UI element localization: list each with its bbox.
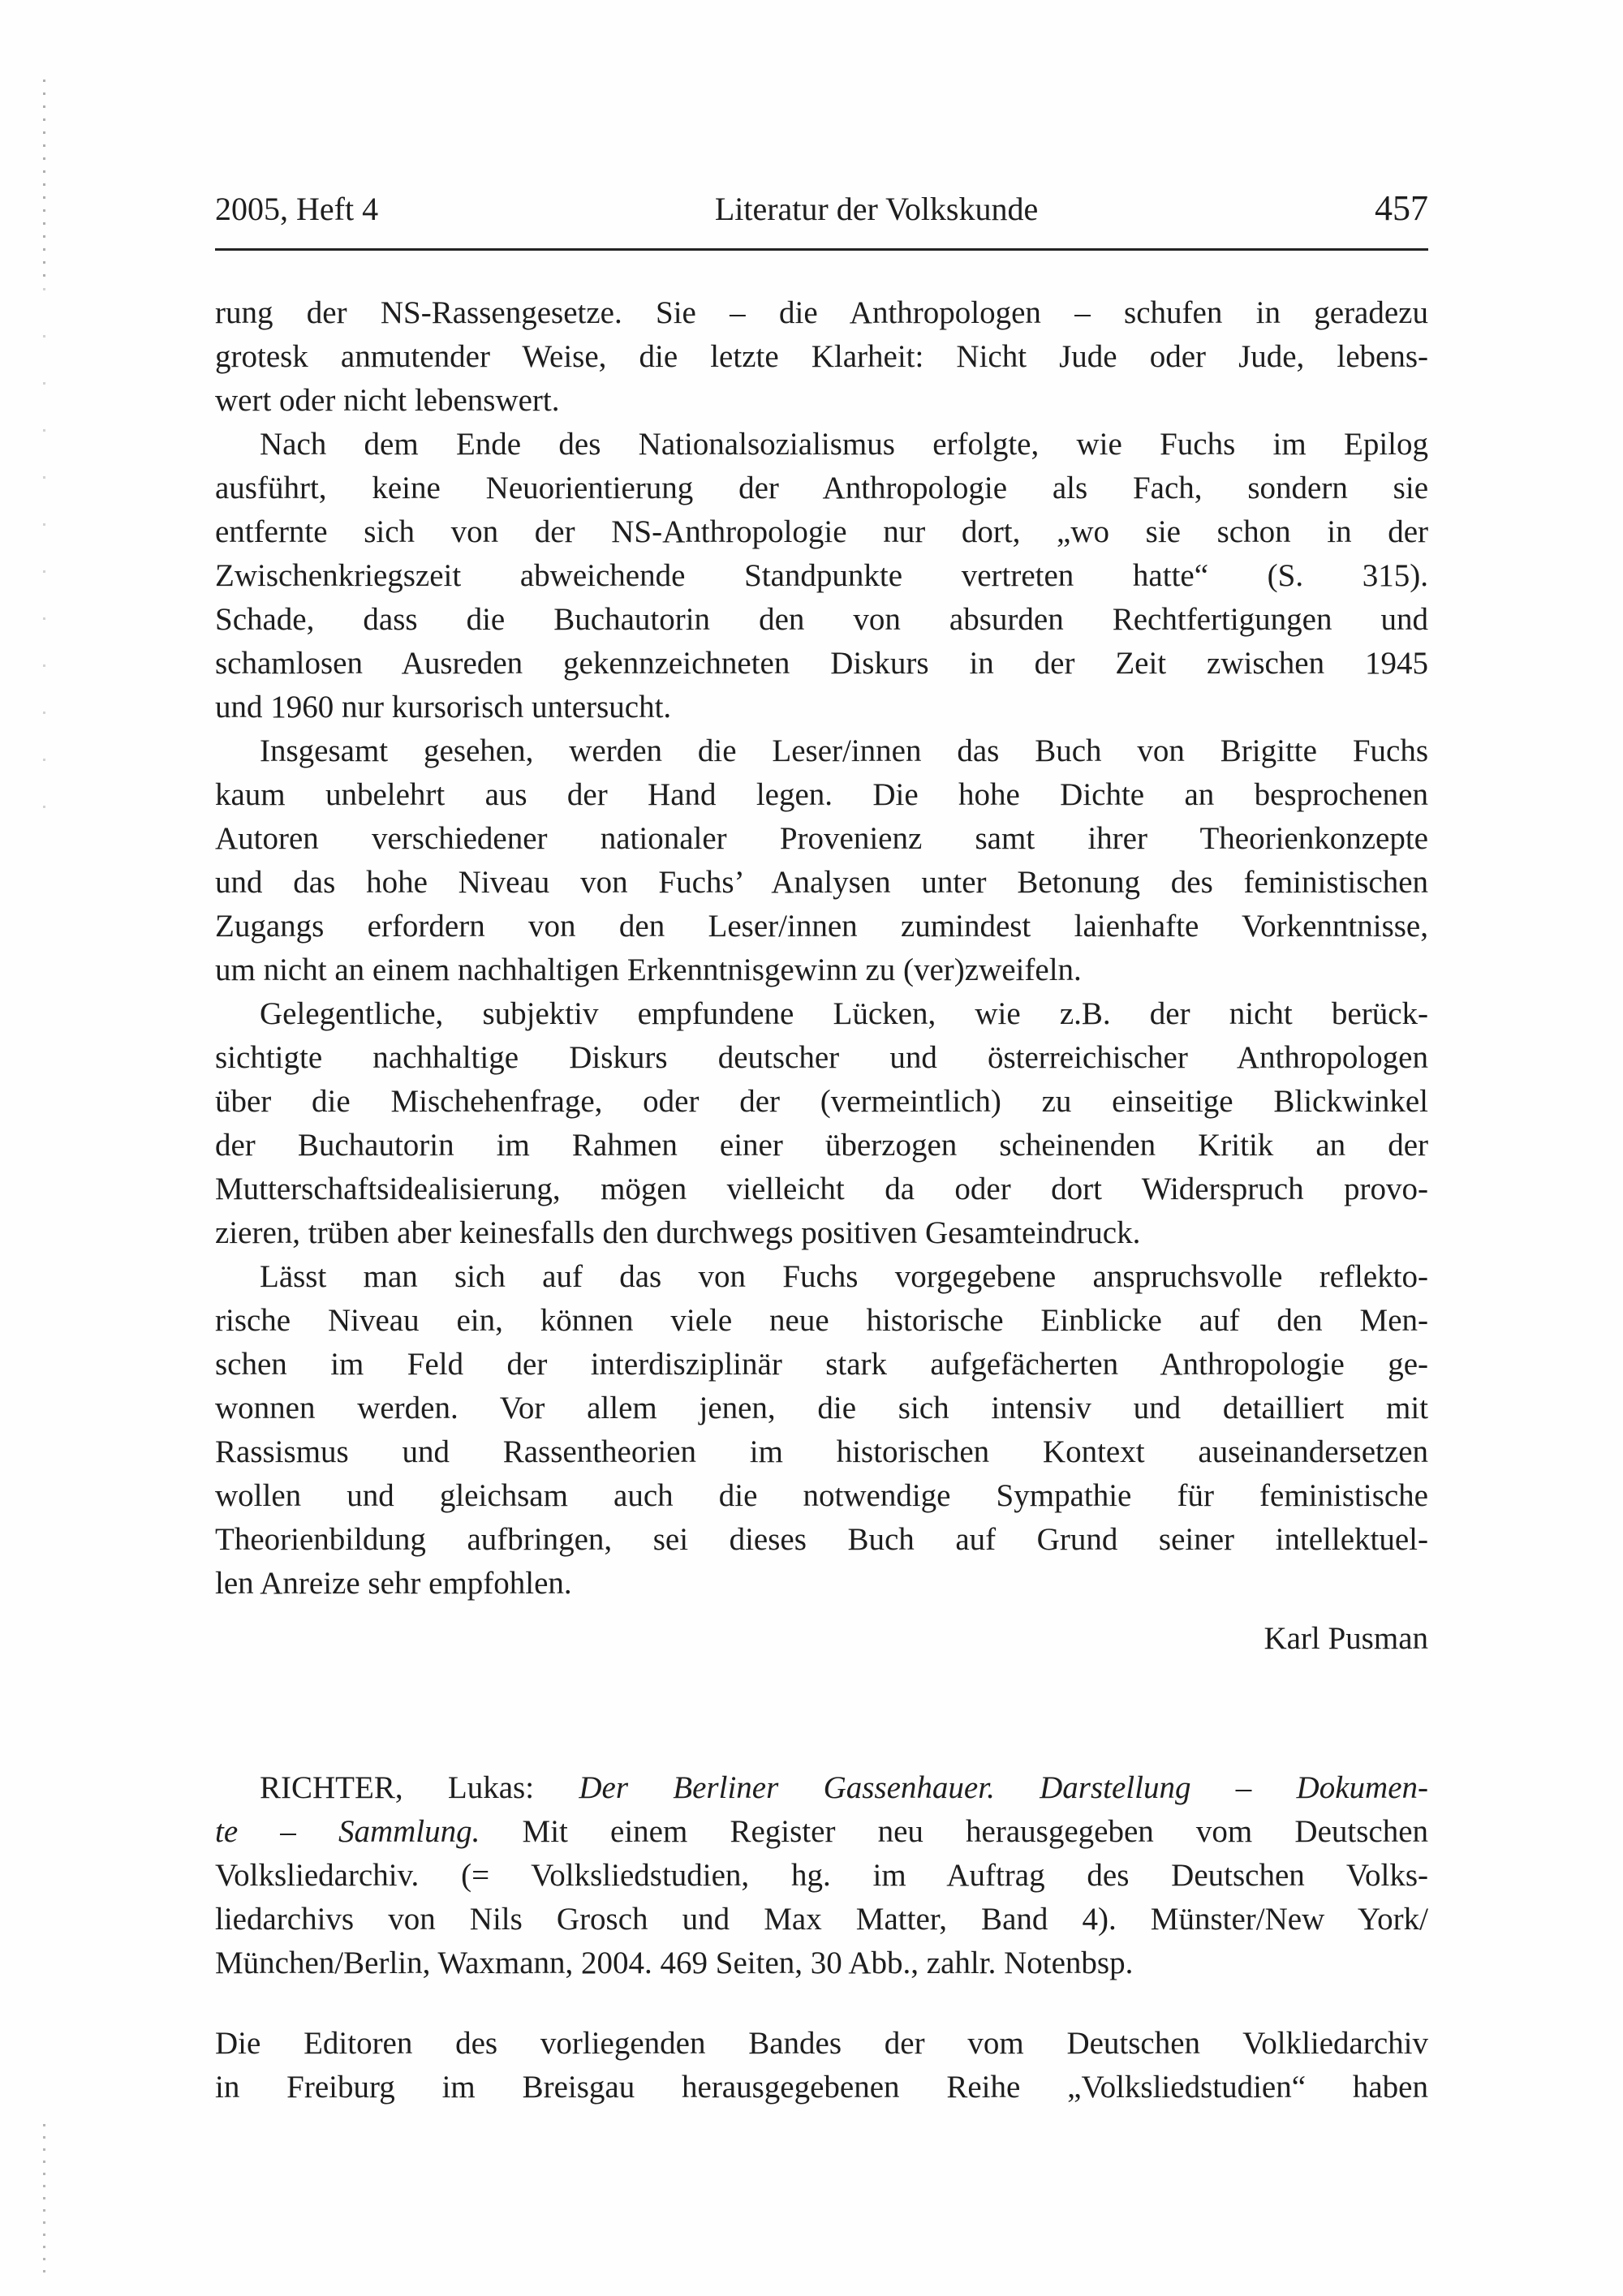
text-line — [215, 1167, 1428, 1211]
text-run: schen im Feld der interdisziplinär stark aufgefächerten Anthropologie ge- — [215, 1347, 1428, 1382]
text-line — [215, 817, 1428, 861]
text-line — [215, 1124, 1428, 1167]
review-fuchs-body-text — [215, 291, 1428, 1606]
text-line — [215, 379, 1428, 423]
text-run: Lässt man sich auf das von Fuchs vorgegebene anspruchsvolle reflekto- — [260, 1259, 1428, 1294]
text-run: wollen und gleichsam auch die notwendige Sympathie für feministische — [215, 1478, 1428, 1513]
text-line — [215, 2066, 1428, 2109]
text-run: ausführt, keine Neuorientierung der Anthropologie als Fach, sondern sie — [215, 471, 1428, 505]
text-line — [215, 1474, 1428, 1518]
header-page-number: 457 — [1374, 188, 1428, 228]
paragraph — [215, 729, 1428, 992]
text-line — [215, 1080, 1428, 1124]
text-run: zieren, trüben aber keinesfalls den durchwegs positiven Gesamteindruck. — [215, 1215, 1141, 1250]
paragraph — [215, 2022, 1428, 2109]
text-run: Zugangs erfordern von den Leser/innen zumindest laienhafte Vorkenntnisse, — [215, 909, 1428, 944]
header-issue-label: 2005, Heft 4 — [215, 191, 379, 227]
text-line — [215, 1810, 1428, 1854]
text-run: kaum unbelehrt aus der Hand legen. Die hohe Dichte an besprochenen — [215, 777, 1428, 812]
text-run: über die Mischehenfrage, oder der (vermeintlich) zu einseitige Blickwinkel — [215, 1084, 1428, 1119]
text-run: liedarchivs von Nils Grosch und Max Matter, Band 4). Münster/New York/ — [215, 1902, 1428, 1937]
text-run: sichtigte nachhaltige Diskurs deutscher und österreichischer Anthropologen — [215, 1040, 1428, 1075]
text-run: len Anreize sehr empfohlen. — [215, 1566, 572, 1601]
reviewer-signature: Karl Pusman — [1264, 1621, 1428, 1656]
text-run: rische Niveau ein, können viele neue historische Einblicke auf den Men- — [215, 1303, 1428, 1338]
scan-artifact-dots-middle — [43, 288, 45, 823]
text-line — [215, 1299, 1428, 1343]
text-line — [215, 1211, 1428, 1255]
text-run: schamlosen Ausreden gekennzeichneten Diskurs in der Zeit zwischen 1945 — [215, 646, 1428, 681]
text-run: rung der NS-Rassengesetze. Sie – die Anthropologen – schufen in geradezu — [215, 295, 1428, 330]
text-run-italic: Der Berliner Gassenhauer. Darstellung – Dokumen- — [579, 1770, 1428, 1805]
text-run: wert oder nicht lebenswert. — [215, 383, 560, 418]
text-run: Theorienbildung aufbringen, sei dieses Buch auf Grund seiner intellektuel- — [215, 1522, 1428, 1557]
text-run: der Buchautorin im Rahmen einer überzogen scheinenden Kritik an der — [215, 1128, 1428, 1163]
text-run: um nicht an einem nachhaltigen Erkenntnisgewinn zu (ver)zweifeln. — [215, 952, 1082, 987]
richter-bibliographic-citation — [215, 1766, 1428, 1985]
text-line — [215, 1430, 1428, 1474]
paragraph — [215, 1766, 1428, 1985]
text-line — [215, 1898, 1428, 1941]
text-line — [215, 1387, 1428, 1430]
text-line — [215, 598, 1428, 642]
text-line — [215, 992, 1428, 1036]
text-run: Gelegentliche, subjektiv empfundene Lücken, wie z.B. der nicht berück- — [260, 996, 1428, 1031]
text-run: Nach dem Ende des Nationalsozialismus erfolgte, wie Fuchs im Epilog — [260, 427, 1428, 462]
text-line — [215, 686, 1428, 729]
text-run: München/Berlin, Waxmann, 2004. 469 Seiten, 30 Abb., zahlr. Notenbsp. — [215, 1946, 1134, 1980]
text-run: RICHTER, Lukas: — [260, 1770, 579, 1805]
text-run: und das hohe Niveau von Fuchs’ Analysen unter Betonung des feministischen — [215, 865, 1428, 900]
text-run-italic: te – Sammlung. — [215, 1814, 480, 1849]
header-divider-rule — [215, 248, 1428, 251]
paragraph — [215, 291, 1428, 423]
text-run: in Freiburg im Breisgau herausgegebenen Reihe „Volksliedstudien“ haben — [215, 2070, 1428, 2105]
text-line — [215, 1562, 1428, 1606]
text-line — [215, 467, 1428, 510]
text-run: Zwischenkriegszeit abweichende Standpunkte vertreten hatte“ (S. 315). — [215, 558, 1428, 593]
text-run: Schade, dass die Buchautorin den von absurden Rechtfertigungen und — [215, 602, 1428, 637]
text-line — [215, 423, 1428, 467]
header-section-title: Literatur der Volkskunde — [714, 191, 1039, 227]
text-line — [215, 1518, 1428, 1562]
text-line — [215, 335, 1428, 379]
text-line — [215, 948, 1428, 992]
text-line — [215, 291, 1428, 335]
text-line — [215, 729, 1428, 773]
text-line — [215, 1941, 1428, 1985]
text-run: wonnen werden. Vor allem jenen, die sich intensiv und detailliert mit — [215, 1391, 1428, 1425]
text-line — [215, 2022, 1428, 2066]
text-line — [215, 642, 1428, 686]
text-run: Rassismus und Rassentheorien im historischen Kontext auseinandersetzen — [215, 1434, 1428, 1469]
page-content-column — [215, 0, 1428, 2109]
text-run: Autoren verschiedener nationaler Provenienz samt ihrer Theorienkonzepte — [215, 821, 1428, 856]
text-run: grotesk anmutender Weise, die letzte Klarheit: Nicht Jude oder Jude, lebens- — [215, 339, 1428, 374]
text-line — [215, 1854, 1428, 1898]
text-line — [215, 1343, 1428, 1387]
text-run: Die Editoren des vorliegenden Bandes der vom Deutschen Volkliedarchiv — [215, 2026, 1428, 2061]
scan-artifact-dots-bottom — [43, 2124, 45, 2282]
text-line — [215, 1036, 1428, 1080]
text-run: und 1960 nur kursorisch untersucht. — [215, 690, 672, 724]
text-run: Mutterschaftsidealisierung, mögen vielleicht da oder dort Widerspruch provo- — [215, 1172, 1428, 1206]
paragraph — [215, 423, 1428, 729]
text-run: entfernte sich von der NS-Anthropologie nur dort, „wo sie schon in der — [215, 514, 1428, 549]
text-line — [215, 905, 1428, 948]
text-run: Volksliedarchiv. (= Volksliedstudien, hg. im Auftrag des Deutschen Volks- — [215, 1858, 1428, 1893]
review-richter-opening-text — [215, 2022, 1428, 2109]
paragraph — [215, 1255, 1428, 1606]
text-line — [215, 510, 1428, 554]
text-line — [215, 861, 1428, 905]
text-line — [215, 773, 1428, 817]
text-line — [215, 1255, 1428, 1299]
text-run: Mit einem Register neu herausgegeben vom Deutschen — [480, 1814, 1428, 1849]
text-line — [215, 554, 1428, 598]
paragraph — [215, 992, 1428, 1255]
scan-artifact-dots-top — [43, 80, 45, 278]
running-header — [215, 187, 1428, 230]
text-line — [215, 1766, 1428, 1810]
text-run: Insgesamt gesehen, werden die Leser/innen das Buch von Brigitte Fuchs — [260, 733, 1428, 768]
